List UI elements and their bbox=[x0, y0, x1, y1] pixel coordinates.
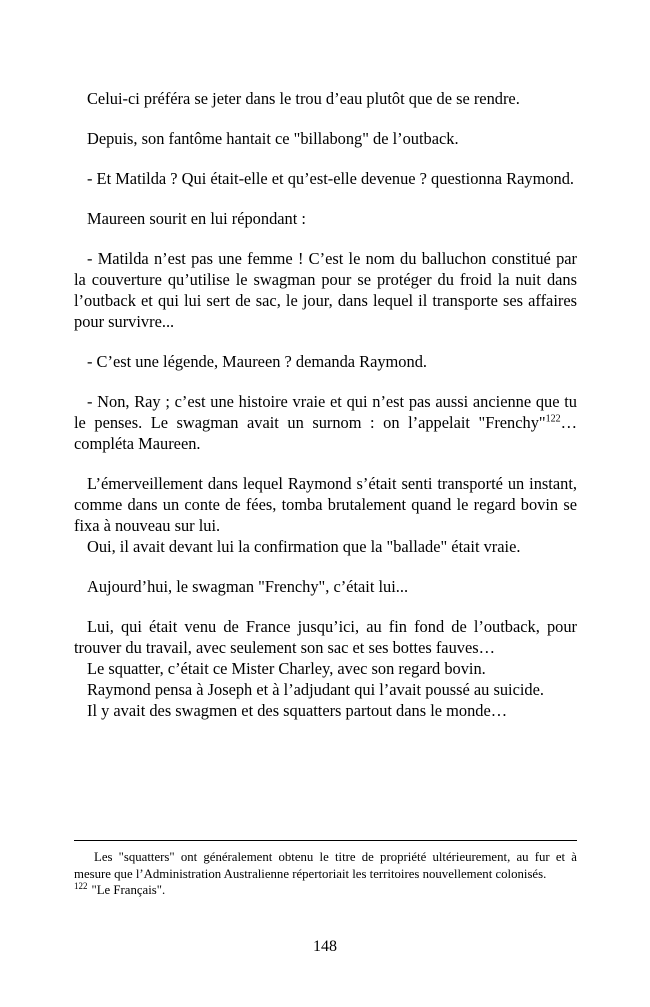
paragraph: Le squatter, c’était ce Mister Charley, avec son regard bovin. bbox=[87, 659, 486, 678]
paragraph: - Et Matilda ? Qui était-elle et qu’est-elle devenue ? questionna Raymond. bbox=[87, 169, 574, 188]
paragraph: Depuis, son fantôme hantait ce "billabong" de l’outback. bbox=[87, 129, 459, 148]
paragraph: Lui, qui était venu de France jusqu’ici, au fin fond de l’outback, pour trouver du travail, avec seulement son sac et ses bottes fauves… bbox=[74, 617, 577, 657]
paragraph: Raymond pensa à Joseph et à l’adjudant qui l’avait poussé au suicide. bbox=[87, 680, 545, 699]
paragraph bbox=[74, 391, 577, 454]
footnote-text: "Le Français". bbox=[91, 883, 166, 897]
paragraph: Il y avait des swagmen et des squatters partout dans le monde… bbox=[87, 701, 508, 720]
footnote-number: 122 bbox=[74, 880, 88, 891]
body-text bbox=[74, 88, 577, 721]
footnote-reference[interactable]: 122 bbox=[545, 413, 561, 425]
footnote bbox=[74, 882, 577, 899]
footnotes bbox=[74, 849, 577, 899]
paragraph: Celui-ci préféra se jeter dans le trou d’eau plutôt que de se rendre. bbox=[87, 89, 520, 108]
paragraph-text-end: … compléta Maureen. bbox=[74, 413, 577, 453]
footnote: Les "squatters" ont généralement obtenu le titre de propriété ultérieurement, au fur et à mesure que l’Administration Australienne répertoriait les territoires nouvellement colonisés. bbox=[74, 850, 577, 881]
page-number: 148 bbox=[313, 938, 337, 955]
paragraph: Oui, il avait devant lui la confirmation que la "ballade" était vraie. bbox=[87, 537, 521, 556]
paragraph: - Matilda n’est pas une femme ! C’est le nom du balluchon constitué par la couverture qu’utilise le swagman pour se protéger du froid la nuit dans l’outback et qui lui sert de sac, le jour, dans lequel il transporte ses affaires pour survivre... bbox=[74, 249, 577, 331]
footnote-separator bbox=[74, 840, 577, 841]
paragraph: Aujourd’hui, le swagman "Frenchy", c’était lui... bbox=[87, 577, 409, 596]
paragraph: - C’est une légende, Maureen ? demanda Raymond. bbox=[87, 352, 427, 371]
paragraph: Maureen sourit en lui répondant : bbox=[87, 209, 306, 228]
paragraph: L’émerveillement dans lequel Raymond s’était senti transporté un instant, comme dans un conte de fées, tomba brutalement quand le regard bovin se fixa à nouveau sur lui. bbox=[74, 474, 577, 535]
paragraph-text: - Non, Ray ; c’est une histoire vraie et qui n’est pas aussi ancienne que tu le penses. Le swagman avait un surnom : on l’appelait "Frenchy" bbox=[74, 392, 577, 432]
